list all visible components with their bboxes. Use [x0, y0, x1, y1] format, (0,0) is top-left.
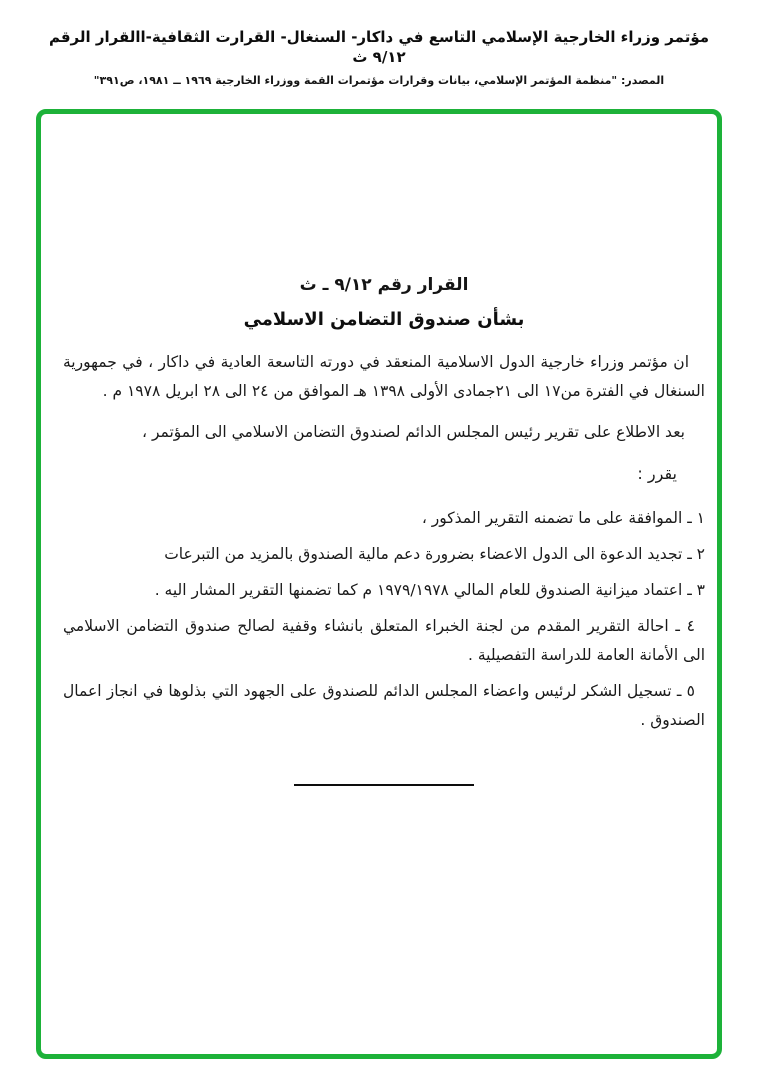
header-source-citation: المصدر: "منظمة المؤتمر الإسلامي، بيانات وقرارات مؤتمرات القمة ووزراء الخارجية ١٩٦٩ ــ ١٩٨١، ص٣٩١" [93, 74, 665, 87]
decides-label: يقرر : [637, 464, 677, 483]
header-title: مؤتمر وزراء الخارجية الإسلامي التاسع في داكار- السنغال- القرارت الثقافية-االقرار الرقم ٩/١٢ ث [48, 28, 710, 66]
resolution-subject: بشأن صندوق التضامن الاسلامي [243, 309, 525, 330]
decision-item-3 [63, 576, 705, 605]
decision-item-5 [63, 677, 705, 735]
decision-number: ٥ ـ [676, 682, 695, 700]
resolution-box [36, 109, 722, 1059]
separator-line [294, 784, 474, 786]
decision-item-2 [63, 540, 705, 569]
decision-item-1 [63, 504, 705, 533]
decision-text: تسجيل الشكر لرئيس واعضاء المجلس الدائم للصندوق على الجهود التي بذلوها في انجاز اعمال الصندوق . [63, 682, 705, 729]
decision-text: تجديد الدعوة الى الدول الاعضاء بضرورة دعم مالية الصندوق بالمزيد من التبرعات [164, 545, 683, 563]
page-header [0, 0, 758, 88]
decision-text: اعتماد ميزانية الصندوق للعام المالي ١٩٧٩/١٩٧٨ م كما تضمنها التقرير المشار اليه . [154, 581, 683, 599]
decision-item-4 [63, 612, 705, 670]
preamble-paragraph-1: ان مؤتمر وزراء خارجية الدول الاسلامية المنعقد في دورته التاسعة العادية في داكار ، في جمهورية السنغال في الفترة من١٧ الى ٢١جمادى الأولى ١٣٩٨ هـ الموافق من ٢٤ الى ٢٨ ابريل ١٩٧٨ م . [63, 353, 705, 400]
decision-text: احالة التقرير المقدم من لجنة الخبراء المتعلق بانشاء وقفية لصالح صندوق التضامن الاسلامي الى الأمانة العامة للدراسة التفصيلية . [63, 617, 705, 664]
decision-number: ٤ ـ [675, 617, 695, 635]
decision-number: ٢ ـ [687, 545, 705, 563]
decision-text: الموافقة على ما تضمنه التقرير المذكور ، [421, 509, 683, 527]
decision-number: ٣ ـ [687, 581, 705, 599]
preamble-paragraph-2: بعد الاطلاع على تقرير رئيس المجلس الدائم لصندوق التضامن الاسلامي الى المؤتمر ، [142, 423, 685, 441]
resolution-number: القرار رقم ٩/١٢ ـ ث [299, 275, 469, 295]
decision-number: ١ ـ [687, 509, 705, 527]
